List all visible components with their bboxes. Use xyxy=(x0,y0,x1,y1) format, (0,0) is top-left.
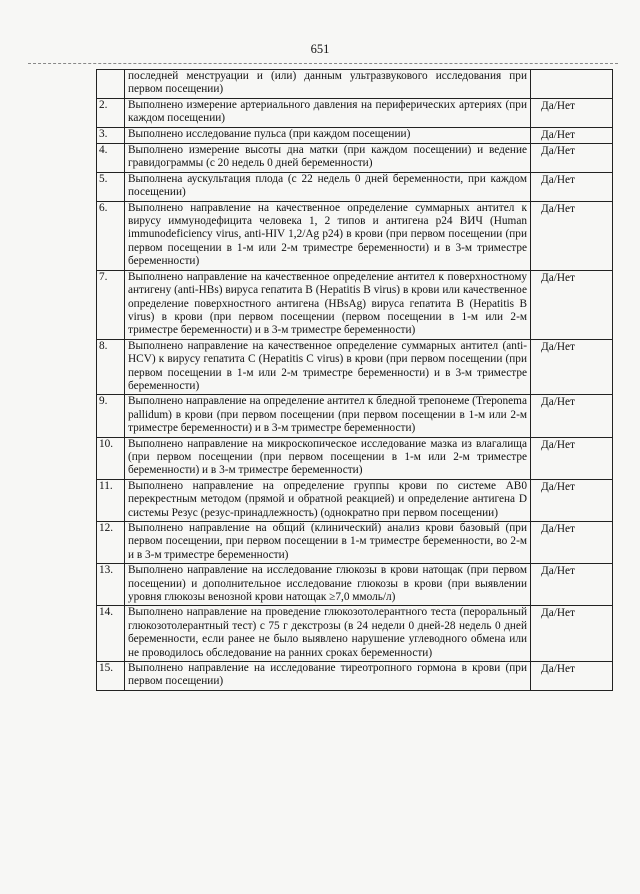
answer-cell: Да/Нет xyxy=(531,127,613,143)
table-row xyxy=(97,606,613,662)
table-row xyxy=(97,339,613,395)
row-number: 15. xyxy=(97,662,125,691)
criterion-text: Выполнено направление на определение антител к бледной трепонеме (Treponema pallidum) в крови (при первом посещении (при первом посещении в 1-м или 2-м триместре беременности) и в 3-м триместре беременности) xyxy=(125,395,531,437)
row-number: 3. xyxy=(97,127,125,143)
criterion-text: последней менструации и (или) данным ультразвукового исследования при первом посещении) xyxy=(125,70,531,99)
criterion-text: Выполнено исследование пульса (при каждом посещении) xyxy=(125,127,531,143)
answer-cell xyxy=(531,70,613,99)
row-number: 13. xyxy=(97,564,125,606)
answer-cell: Да/Нет xyxy=(531,522,613,564)
criterion-text: Выполнено направление на исследование глюкозы в крови натощак (при первом посещении) и дополнительное исследование глюкозы в крови (при выявлении уровня глюкозы венозной крови натощак ≥7,0 ммоль/л) xyxy=(125,564,531,606)
table-row xyxy=(97,144,613,173)
row-number: 9. xyxy=(97,395,125,437)
row-number: 7. xyxy=(97,270,125,339)
criteria-table xyxy=(96,69,613,691)
table-row xyxy=(97,70,613,99)
row-number: 8. xyxy=(97,339,125,395)
table-row xyxy=(97,662,613,691)
answer-cell: Да/Нет xyxy=(531,339,613,395)
table-row xyxy=(97,172,613,201)
row-number xyxy=(97,70,125,99)
table-row xyxy=(97,437,613,479)
table-row xyxy=(97,522,613,564)
criterion-text: Выполнено направление на общий (клинический) анализ крови базовый (при первом посещении, при первом посещении в 1-м триместре беременности, во 2-м и в 3-м триместре беременности) xyxy=(125,522,531,564)
criterion-text: Выполнено направление на микроскопическое исследование мазка из влагалища (при первом посещении (при первом посещении в 1-м или 2-м триместре беременности) и в 3-м триместре беременности) xyxy=(125,437,531,479)
answer-cell: Да/Нет xyxy=(531,172,613,201)
answer-cell: Да/Нет xyxy=(531,144,613,173)
table-row xyxy=(97,564,613,606)
row-number: 5. xyxy=(97,172,125,201)
row-number: 10. xyxy=(97,437,125,479)
table-row xyxy=(97,201,613,270)
table-row xyxy=(97,127,613,143)
row-number: 4. xyxy=(97,144,125,173)
top-rule xyxy=(28,63,618,64)
answer-cell: Да/Нет xyxy=(531,606,613,662)
criterion-text: Выполнено направление на качественное определение суммарных антител к вирусу иммунодефицита человека 1, 2 типов и антигена p24 ВИЧ (Human immunodeficiency virus, anti-HIV 1,2/Ag p24) в крови (при первом посещении (при первом посещении в 1-м или 2-м триместре беременности) и в 3-м триместре беременности) xyxy=(125,201,531,270)
row-number: 14. xyxy=(97,606,125,662)
criterion-text: Выполнено направление на качественное определение суммарных антител (anti-HCV) к вирусу гепатита C (Hepatitis C virus) в крови (при первом посещении (при первом посещении в 1-м или 2-м триместре беременности) и в 3-м триместре беременности) xyxy=(125,339,531,395)
criterion-text: Выполнено направление на проведение глюкозотолерантного теста (пероральный глюкозотолерантный тест) с 75 г декстрозы (в 24 недели 0 дней-28 недель 0 дней беременности, если ранее не было выявлено нарушение углеводного обмена или не проводилось обследование на ранних сроках беременности) xyxy=(125,606,531,662)
row-number: 6. xyxy=(97,201,125,270)
criterion-text: Выполнено измерение высоты дна матки (при каждом посещении) и ведение гравидограммы (с 20 недель 0 дней беременности) xyxy=(125,144,531,173)
criterion-text: Выполнено направление на исследование тиреотропного гормона в крови (при первом посещении) xyxy=(125,662,531,691)
table-row xyxy=(97,479,613,521)
criterion-text: Выполнено направление на определение группы крови по системе AB0 перекрестным методом (прямой и обратной реакцией) и определение антигена D системы Резус (резус-принадлежность) (однократно при первом посещении) xyxy=(125,479,531,521)
answer-cell: Да/Нет xyxy=(531,662,613,691)
page-number: 651 xyxy=(310,42,330,56)
answer-cell: Да/Нет xyxy=(531,437,613,479)
table-row xyxy=(97,270,613,339)
answer-cell: Да/Нет xyxy=(531,479,613,521)
row-number: 12. xyxy=(97,522,125,564)
answer-cell: Да/Нет xyxy=(531,564,613,606)
table-row xyxy=(97,98,613,127)
criterion-text: Выполнено направление на качественное определение антител к поверхностному антигену (anti-HBs) вируса гепатита B (Hepatitis B virus) в крови или качественное определение поверхностного антигена (HBsAg) вируса гепатита B (Hepatitis B virus) в крови (при первом посещении (первом посещении в 1-м или 2-м триместре беременности) и в 3-м триместре беременности) xyxy=(125,270,531,339)
answer-cell: Да/Нет xyxy=(531,270,613,339)
answer-cell: Да/Нет xyxy=(531,98,613,127)
row-number: 2. xyxy=(97,98,125,127)
row-number: 11. xyxy=(97,479,125,521)
table-row xyxy=(97,395,613,437)
criterion-text: Выполнена аускультация плода (с 22 недель 0 дней беременности, при каждом посещении) xyxy=(125,172,531,201)
answer-cell: Да/Нет xyxy=(531,395,613,437)
answer-cell: Да/Нет xyxy=(531,201,613,270)
criterion-text: Выполнено измерение артериального давления на периферических артериях (при каждом посещении) xyxy=(125,98,531,127)
